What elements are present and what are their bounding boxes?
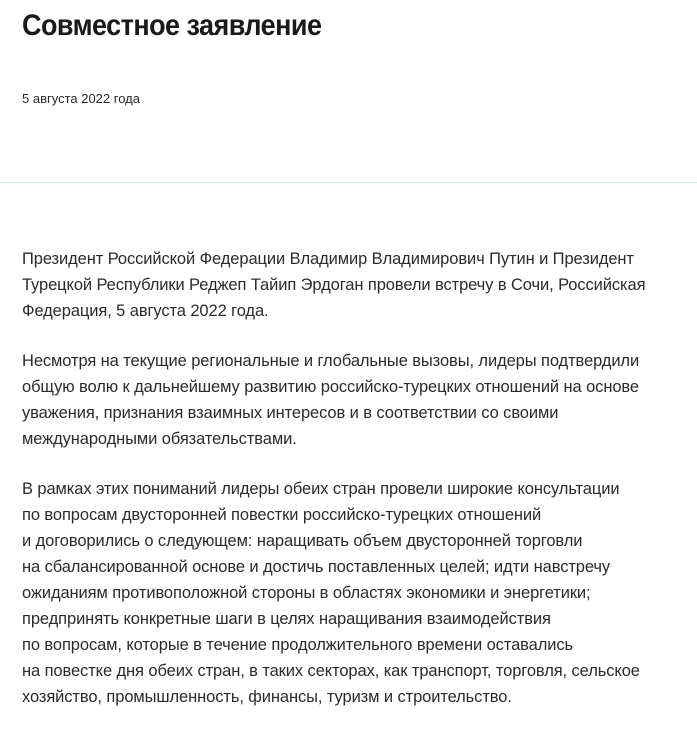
document-body — [22, 246, 682, 734]
paragraph-line: Турецкой Республики Реджеп Тайип Эрдоган провели встречу в Сочи, Российская — [22, 276, 646, 294]
paragraph-line: Несмотря на текущие региональные и глобальные вызовы, лидеры подтвердили — [22, 352, 640, 370]
paragraph-line: по вопросам, которые в течение продолжительного времени оставались — [22, 636, 574, 654]
paragraph-line: международными обязательствами. — [22, 430, 297, 448]
paragraph-3 — [22, 476, 682, 710]
paragraph-line: уважения, признания взаимных интересов и в соответствии со своими — [22, 404, 559, 422]
paragraph-line: на повестке дня обеих стран, в таких секторах, как транспорт, торговля, сельское — [22, 662, 640, 680]
document-header — [0, 0, 697, 182]
paragraph-line: ожиданиям противоположной стороны в областях экономики и энергетики; — [22, 584, 591, 602]
paragraph-line: предпринять конкретные шаги в целях наращивания взаимодействия — [22, 610, 551, 628]
page-title: Совместное заявление — [22, 9, 322, 42]
header-divider — [0, 182, 697, 183]
paragraph-2 — [22, 348, 682, 452]
paragraph-line: и договорились о следующем: наращивать объем двусторонней торговли — [22, 532, 583, 550]
paragraph-line: на сбалансированной основе и достичь поставленных целей; идти навстречу — [22, 558, 611, 576]
paragraph-line: Президент Российской Федерации Владимир Владимирович Путин и Президент — [22, 250, 634, 268]
paragraph-1 — [22, 246, 682, 324]
paragraph-line: хозяйство, промышленность, финансы, туризм и строительство. — [22, 688, 512, 706]
paragraph-line: Федерация, 5 августа 2022 года. — [22, 302, 269, 320]
paragraph-line: В рамках этих пониманий лидеры обеих стран провели широкие консультации — [22, 480, 620, 498]
paragraph-line: общую волю к дальнейшему развитию российско-турецких отношений на основе — [22, 378, 639, 396]
publication-date: 5 августа 2022 года — [22, 91, 140, 106]
paragraph-line: по вопросам двусторонней повестки российско-турецких отношений — [22, 506, 542, 524]
